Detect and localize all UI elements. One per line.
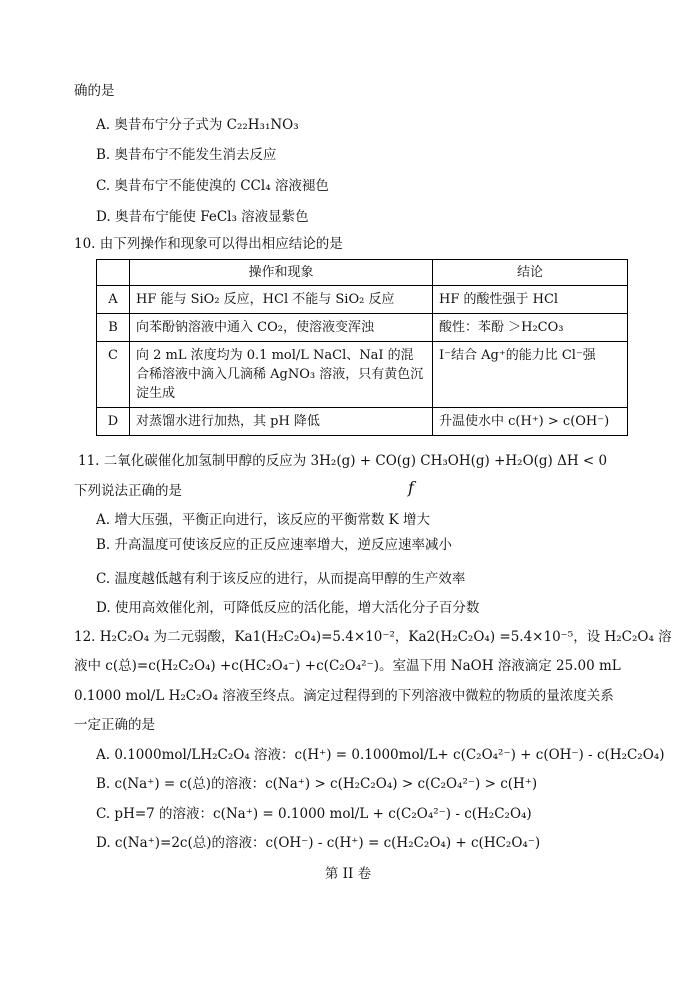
- q10-row-op: 向 2 mL 浓度均为 0.1 mol/L NaCl、NaI 的混合稀溶液中滴入几滴稀 AgNO₃ 溶液，只有黄色沉淀生成: [130, 342, 433, 408]
- q11-option-b: B. 升高温度可使该反应的正反应速率增大，逆反应速率减小: [96, 537, 453, 553]
- q10-row-concl: HF 的酸性强于 HCl: [433, 286, 628, 314]
- q12-option-c: C. pH=7 的溶液：c(Na⁺) = 0.1000 mol/L + c(C₂O₄²⁻) - c(H₂C₂O₄): [96, 806, 532, 822]
- table-row: [97, 286, 628, 314]
- q12-option-b: B. c(Na⁺) = c(总)的溶液：c(Na⁺) > c(H₂C₂O₄) > c(C₂O₄²⁻) > c(H⁺): [96, 776, 538, 792]
- q12-option-d: D. c(Na⁺)=2c(总)的溶液：c(OH⁻) - c(H⁺) = c(H₂C₂O₄) + c(HC₂O₄⁻): [96, 835, 541, 851]
- q10-table: [96, 259, 628, 436]
- q10-row-label: A: [97, 286, 130, 314]
- q10-header-concl: 结论: [433, 260, 628, 286]
- q12-option-a: A. 0.1000mol/LH₂C₂O₄ 溶液：c(H⁺) = 0.1000mol/L+ c(C₂O₄²⁻) + c(OH⁻) - c(H₂C₂O₄): [96, 747, 665, 763]
- q12-stem-line1: 12. H₂C₂O₄ 为二元弱酸，Ka1(H₂C₂O₄)=5.4×10⁻²，Ka2(H₂C₂O₄) =5.4×10⁻⁵，设 H₂C₂O₄ 溶: [74, 629, 672, 645]
- q9-stem-tail: 确的是: [74, 83, 115, 99]
- q12-stem-line2: 液中 c(总)=c(H₂C₂O₄) +c(HC₂O₄⁻) +c(C₂O₄²⁻)。室温下用 NaOH 溶液滴定 25.00 mL: [74, 658, 621, 674]
- q11-stem-line1: 11. 二氧化碳催化加氢制甲醇的反应为 3H₂(g) + CO(g) CH₃OH(g) +H₂O(g) ΔH < 0: [78, 453, 608, 469]
- q12-stem-line4: 一定正确的是: [74, 717, 155, 733]
- q10-row-label: B: [97, 314, 130, 342]
- q10-header-op: 操作和现象: [130, 260, 433, 286]
- q11-option-d: D. 使用高效催化剂，可降低反应的活化能，增大活化分子百分数: [96, 600, 480, 616]
- q11-option-a: A. 增大压强，平衡正向进行，该反应的平衡常数 K 增大: [96, 512, 430, 528]
- q10-row-concl: I⁻结合 Ag⁺的能力比 Cl⁻强: [433, 342, 628, 408]
- q12-stem-line3: 0.1000 mol/L H₂C₂O₄ 溶液至终点。滴定过程得到的下列溶液中微粒的物质的量浓度关系: [74, 688, 614, 704]
- q10-stem: 10. 由下列操作和现象可以得出相应结论的是: [74, 236, 343, 252]
- q10-row-label: C: [97, 342, 130, 408]
- q11-option-c: C. 温度越低越有利于该反应的进行，从而提高甲醇的生产效率: [96, 571, 466, 587]
- q9-option-d: D. 奥昔布宁能使 FeCl₃ 溶液显紫色: [96, 209, 309, 225]
- table-row: [97, 342, 628, 408]
- q9-option-c: C. 奥昔布宁不能使溴的 CCl₄ 溶液褪色: [96, 178, 329, 194]
- q10-row-op: 对蒸馏水进行加热，其 pH 降低: [130, 408, 433, 436]
- q11-stem-line2: 下列说法正确的是: [74, 483, 182, 499]
- table-row: [97, 314, 628, 342]
- q10-row-concl: 酸性：苯酚 ＞H₂CO₃: [433, 314, 628, 342]
- table-row: [97, 408, 628, 436]
- equilibrium-mark: f: [408, 478, 414, 497]
- q10-row-op: HF 能与 SiO₂ 反应，HCl 不能与 SiO₂ 反应: [130, 286, 433, 314]
- q9-option-a: A. 奥昔布宁分子式为 C₂₂H₃₁NO₃: [96, 117, 299, 133]
- q10-row-op: 向苯酚钠溶液中通入 CO₂，使溶液变浑浊: [130, 314, 433, 342]
- q10-row-concl: 升温使水中 c(H⁺) > c(OH⁻): [433, 408, 628, 436]
- q10-header-label: [97, 260, 130, 286]
- section-title: 第 II 卷: [324, 866, 372, 882]
- q10-row-label: D: [97, 408, 130, 436]
- q10-header-row: [97, 260, 628, 286]
- q9-option-b: B. 奥昔布宁不能发生消去反应: [96, 147, 277, 163]
